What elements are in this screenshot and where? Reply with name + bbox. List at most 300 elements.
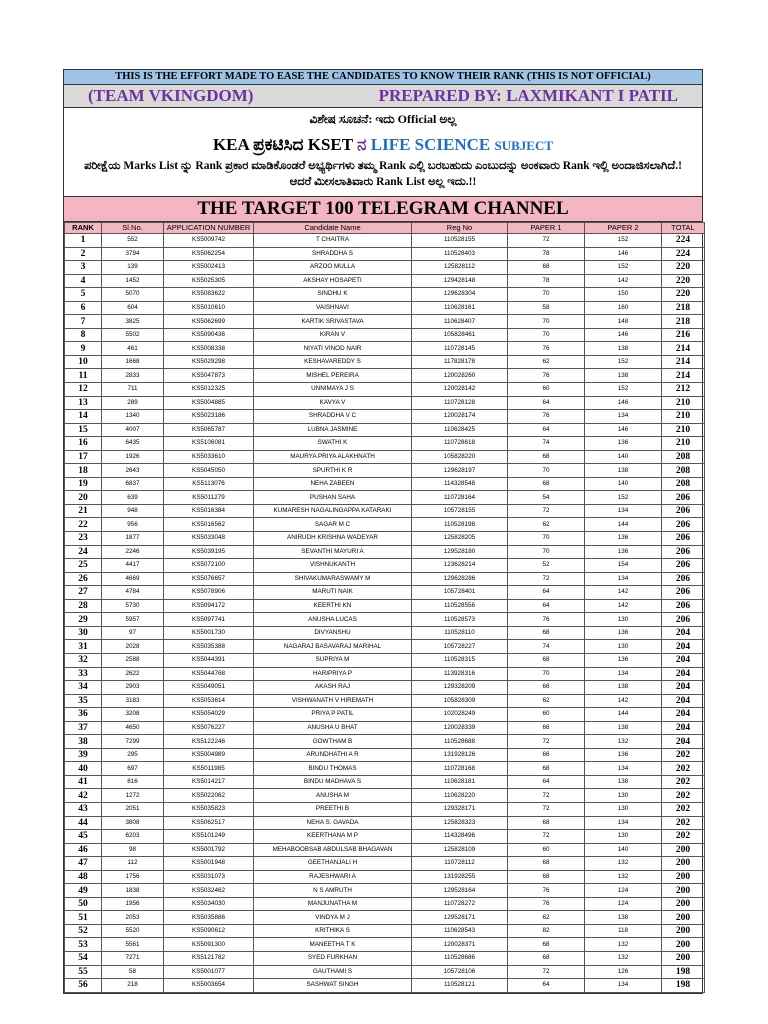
total-cell: 198 [662, 965, 705, 979]
paper-1-cell: 64 [508, 396, 585, 410]
candidate-name-cell: AKASH RAJ [254, 681, 412, 695]
rank-cell: 11 [65, 369, 102, 383]
paper-1-cell: 70 [508, 288, 585, 302]
table-row [65, 315, 705, 329]
rank-cell: 31 [65, 640, 102, 654]
rank-cell: 29 [65, 613, 102, 627]
rank-cell: 51 [65, 911, 102, 925]
paper-2-cell: 134 [585, 979, 662, 993]
paper-1-cell: 68 [508, 626, 585, 640]
slno-cell: 2053 [102, 911, 164, 925]
candidate-name-cell: MISHEL PEREIRA [254, 369, 412, 383]
candidate-name-cell: KARTIK SRIVASTAVA [254, 315, 412, 329]
reg-no-cell: 110528198 [412, 518, 508, 532]
application-number-cell: KS5076657 [164, 572, 254, 586]
reg-no-cell: 110728145 [412, 342, 508, 356]
reg-no-cell: 105828220 [412, 450, 508, 464]
paper-1-cell: 70 [508, 315, 585, 329]
paper-1-cell: 68 [508, 938, 585, 952]
paper-2-cell: 126 [585, 965, 662, 979]
application-number-cell: KS5065787 [164, 423, 254, 437]
candidate-name-cell: SEVANTHI MAYURI A [254, 545, 412, 559]
paper-2-cell: 132 [585, 735, 662, 749]
candidate-name-cell: ANIRUDH KRISHNA WADEYAR [254, 532, 412, 546]
reg-no-cell: 120028371 [412, 938, 508, 952]
header-paper-2: PAPER 2 [585, 223, 662, 234]
paper-2-cell: 146 [585, 247, 662, 261]
total-cell: 202 [662, 748, 705, 762]
notice-kset: KEA ಪ್ರಕಟಿಸಿದ KSET [212, 135, 358, 154]
table-row [65, 491, 705, 505]
table-row [65, 423, 705, 437]
slno-cell: 816 [102, 775, 164, 789]
reg-no-cell: 110528688 [412, 735, 508, 749]
paper-1-cell: 62 [508, 355, 585, 369]
rank-cell: 47 [65, 857, 102, 871]
paper-1-cell: 68 [508, 653, 585, 667]
table-row [65, 613, 705, 627]
reg-no-cell: 129528180 [412, 545, 508, 559]
table-row [65, 301, 705, 315]
paper-2-cell: 130 [585, 802, 662, 816]
table-row [65, 735, 705, 749]
total-cell: 200 [662, 951, 705, 965]
paper-2-cell: 130 [585, 613, 662, 627]
table-row [65, 979, 705, 993]
table-row [65, 586, 705, 600]
candidate-name-cell: SAGAR M C [254, 518, 412, 532]
paper-1-cell: 76 [508, 613, 585, 627]
table-row [65, 396, 705, 410]
candidate-name-cell: VISHNUKANTH [254, 559, 412, 573]
rank-cell: 18 [65, 464, 102, 478]
rank-cell: 15 [65, 423, 102, 437]
paper-1-cell: 76 [508, 369, 585, 383]
candidate-name-cell: KUMARESH NAGALINGAPPA KATARAKI [254, 504, 412, 518]
paper-1-cell: 64 [508, 775, 585, 789]
paper-2-cell: 134 [585, 816, 662, 830]
reg-no-cell: 110528573 [412, 613, 508, 627]
paper-1-cell: 64 [508, 979, 585, 993]
reg-no-cell: 105728155 [412, 504, 508, 518]
slno-cell: 3794 [102, 247, 164, 261]
notice-na: ನ [357, 135, 371, 154]
reg-no-cell: 105828309 [412, 694, 508, 708]
total-cell: 200 [662, 843, 705, 857]
total-cell: 204 [662, 626, 705, 640]
notice-subject-word: SUBJECT [494, 138, 554, 153]
paper-1-cell: 68 [508, 762, 585, 776]
paper-2-cell: 132 [585, 857, 662, 871]
total-cell: 206 [662, 613, 705, 627]
table-row [65, 437, 705, 451]
total-cell: 204 [662, 694, 705, 708]
candidate-name-cell: NAGARAJ BASAVARAJ MARIHAL [254, 640, 412, 654]
reg-no-cell: 120028339 [412, 721, 508, 735]
paper-1-cell: 70 [508, 328, 585, 342]
rank-cell: 14 [65, 410, 102, 424]
table-row [65, 559, 705, 573]
application-number-cell: KS5049051 [164, 681, 254, 695]
total-cell: 210 [662, 396, 705, 410]
application-number-cell: KS5001077 [164, 965, 254, 979]
slno-cell: 5070 [102, 288, 164, 302]
table-row [65, 261, 705, 275]
notice-line-1: ವಿಶೇಷ ಸೂಚನೆ: ಇದು Official ಅಲ್ಲ [309, 112, 457, 126]
candidate-name-cell: SHRADDHA S [254, 247, 412, 261]
paper-2-cell: 146 [585, 423, 662, 437]
table-row [65, 274, 705, 288]
candidate-name-cell: VINDYA M J [254, 911, 412, 925]
total-cell: 200 [662, 897, 705, 911]
paper-2-cell: 142 [585, 586, 662, 600]
paper-1-cell: 62 [508, 694, 585, 708]
application-number-cell: KS5014217 [164, 775, 254, 789]
paper-1-cell: 72 [508, 504, 585, 518]
rank-cell: 42 [65, 789, 102, 803]
application-number-cell: KS5076227 [164, 721, 254, 735]
candidate-name-cell: ARZOO MULLA [254, 261, 412, 275]
slno-cell: 1340 [102, 410, 164, 424]
reg-no-cell: 123628214 [412, 559, 508, 573]
application-number-cell: KS5039195 [164, 545, 254, 559]
paper-2-cell: 118 [585, 924, 662, 938]
paper-1-cell: 78 [508, 247, 585, 261]
table-row [65, 410, 705, 424]
paper-1-cell: 74 [508, 437, 585, 451]
paper-1-cell: 72 [508, 802, 585, 816]
total-cell: 202 [662, 816, 705, 830]
reg-no-cell: 110728128 [412, 396, 508, 410]
slno-cell: 1756 [102, 870, 164, 884]
table-row [65, 450, 705, 464]
slno-cell: 218 [102, 979, 164, 993]
paper-2-cell: 138 [585, 775, 662, 789]
application-number-cell: KS5003654 [164, 979, 254, 993]
paper-1-cell: 72 [508, 965, 585, 979]
application-number-cell: KS5011279 [164, 491, 254, 505]
reg-no-cell: 125828205 [412, 532, 508, 546]
table-row [65, 328, 705, 342]
table-row [65, 748, 705, 762]
candidate-name-cell: VISHWANATH V HIREMATH [254, 694, 412, 708]
slno-cell: 948 [102, 504, 164, 518]
total-cell: 210 [662, 437, 705, 451]
paper-2-cell: 142 [585, 599, 662, 613]
application-number-cell: KS5001730 [164, 626, 254, 640]
table-row [65, 897, 705, 911]
total-cell: 208 [662, 464, 705, 478]
slno-cell: 461 [102, 342, 164, 356]
reg-no-cell: 105728106 [412, 965, 508, 979]
table-row [65, 816, 705, 830]
candidate-name-cell: N S AMRUTH [254, 884, 412, 898]
paper-1-cell: 74 [508, 640, 585, 654]
paper-1-cell: 82 [508, 924, 585, 938]
table-row [65, 884, 705, 898]
table-row [65, 477, 705, 491]
table-row [65, 830, 705, 844]
paper-1-cell: 58 [508, 301, 585, 315]
paper-1-cell: 62 [508, 911, 585, 925]
table-row [65, 911, 705, 925]
notice-line-4: ಆದರೆ ಮೀಸಲಾತಿವಾರು Rank List ಅಲ್ಲ ಇದು.!! [289, 176, 477, 188]
header-candidate-name: Candidate Name [254, 223, 412, 234]
table-row [65, 383, 705, 397]
application-number-cell: KS5113076 [164, 477, 254, 491]
table-row [65, 464, 705, 478]
candidate-name-cell: RAJESHWARI A [254, 870, 412, 884]
reg-no-cell: 131928255 [412, 870, 508, 884]
total-cell: 204 [662, 667, 705, 681]
reg-no-cell: 125828112 [412, 261, 508, 275]
candidate-name-cell: KEERTHI KN [254, 599, 412, 613]
application-number-cell: KS5122246 [164, 735, 254, 749]
table-row [65, 532, 705, 546]
rank-cell: 48 [65, 870, 102, 884]
application-number-cell: KS5097741 [164, 613, 254, 627]
candidate-name-cell: SYED FURKHAN [254, 951, 412, 965]
header-rank: RANK [65, 223, 102, 234]
paper-2-cell: 134 [585, 504, 662, 518]
slno-cell: 3825 [102, 315, 164, 329]
slno-cell: 5957 [102, 613, 164, 627]
rank-cell: 12 [65, 383, 102, 397]
application-number-cell: KS5016562 [164, 518, 254, 532]
paper-1-cell: 76 [508, 342, 585, 356]
candidate-name-cell: GOWTHAM B [254, 735, 412, 749]
rank-cell: 30 [65, 626, 102, 640]
rank-cell: 13 [65, 396, 102, 410]
candidate-name-cell: UNNIMAYA J S [254, 383, 412, 397]
paper-2-cell: 136 [585, 748, 662, 762]
reg-no-cell: 120028174 [412, 410, 508, 424]
paper-1-cell: 68 [508, 870, 585, 884]
table-row [65, 924, 705, 938]
reg-no-cell: 110528686 [412, 951, 508, 965]
paper-2-cell: 138 [585, 369, 662, 383]
slno-cell: 5502 [102, 328, 164, 342]
table-row [65, 626, 705, 640]
application-number-cell: KS5004885 [164, 396, 254, 410]
rank-cell: 43 [65, 802, 102, 816]
paper-1-cell: 52 [508, 559, 585, 573]
candidate-name-cell: KESHAVAREDDY S [254, 355, 412, 369]
application-number-cell: KS5121782 [164, 951, 254, 965]
reg-no-cell: 110728168 [412, 762, 508, 776]
paper-2-cell: 140 [585, 450, 662, 464]
total-cell: 204 [662, 708, 705, 722]
candidate-name-cell: SUPRIYA M [254, 653, 412, 667]
slno-cell: 1838 [102, 884, 164, 898]
slno-cell: 2903 [102, 681, 164, 695]
candidate-name-cell: BINDU THOMAS [254, 762, 412, 776]
paper-2-cell: 130 [585, 640, 662, 654]
paper-1-cell: 60 [508, 383, 585, 397]
header-application-number: APPLICATION NUMBER [164, 223, 254, 234]
paper-2-cell: 140 [585, 843, 662, 857]
slno-cell: 7299 [102, 735, 164, 749]
candidate-name-cell: SINDHU K [254, 288, 412, 302]
table-row [65, 545, 705, 559]
total-cell: 206 [662, 491, 705, 505]
application-number-cell: KS5062254 [164, 247, 254, 261]
candidate-name-cell: NEHA S. GAVADA [254, 816, 412, 830]
reg-no-cell: 129628304 [412, 288, 508, 302]
total-cell: 198 [662, 979, 705, 993]
paper-2-cell: 152 [585, 491, 662, 505]
application-number-cell: KS5044391 [164, 653, 254, 667]
paper-2-cell: 130 [585, 789, 662, 803]
application-number-cell: KS5062517 [164, 816, 254, 830]
total-cell: 216 [662, 328, 705, 342]
table-row [65, 789, 705, 803]
total-cell: 202 [662, 789, 705, 803]
candidate-name-cell: DIVYANSHU [254, 626, 412, 640]
table-row [65, 802, 705, 816]
candidate-name-cell: GEETHANJALI H [254, 857, 412, 871]
channel-title: THE TARGET 100 TELEGRAM CHANNEL [64, 197, 702, 222]
total-cell: 214 [662, 355, 705, 369]
rank-cell: 21 [65, 504, 102, 518]
slno-cell: 1926 [102, 450, 164, 464]
reg-no-cell: 102028249 [412, 708, 508, 722]
rank-cell: 36 [65, 708, 102, 722]
rank-cell: 10 [65, 355, 102, 369]
table-header-row [65, 223, 705, 234]
slno-cell: 58 [102, 965, 164, 979]
candidate-name-cell: ANUSHA LUCAS [254, 613, 412, 627]
slno-cell: 2643 [102, 464, 164, 478]
application-number-cell: KS5054029 [164, 708, 254, 722]
reg-no-cell: 110528315 [412, 653, 508, 667]
slno-cell: 2833 [102, 369, 164, 383]
application-number-cell: KS5029298 [164, 355, 254, 369]
paper-1-cell: 64 [508, 586, 585, 600]
paper-1-cell: 72 [508, 234, 585, 248]
reg-no-cell: 129328209 [412, 681, 508, 695]
rank-cell: 16 [65, 437, 102, 451]
application-number-cell: KS5083622 [164, 288, 254, 302]
rank-cell: 25 [65, 559, 102, 573]
slno-cell: 5730 [102, 599, 164, 613]
rank-cell: 50 [65, 897, 102, 911]
application-number-cell: KS5072100 [164, 559, 254, 573]
application-number-cell: KS5035886 [164, 911, 254, 925]
reg-no-cell: 120028260 [412, 369, 508, 383]
total-cell: 206 [662, 518, 705, 532]
application-number-cell: KS5011985 [164, 762, 254, 776]
rank-cell: 45 [65, 830, 102, 844]
total-cell: 206 [662, 545, 705, 559]
application-number-cell: KS5106081 [164, 437, 254, 451]
slno-cell: 6203 [102, 830, 164, 844]
total-cell: 220 [662, 288, 705, 302]
table-row [65, 951, 705, 965]
reg-no-cell: 110528556 [412, 599, 508, 613]
reg-no-cell: 113928316 [412, 667, 508, 681]
application-number-cell: KS5094172 [164, 599, 254, 613]
application-number-cell: KS5004989 [164, 748, 254, 762]
rank-cell: 39 [65, 748, 102, 762]
application-number-cell: KS5010610 [164, 301, 254, 315]
table-row [65, 369, 705, 383]
paper-2-cell: 154 [585, 559, 662, 573]
paper-2-cell: 138 [585, 342, 662, 356]
application-number-cell: KS5033610 [164, 450, 254, 464]
notice-line-2 [64, 135, 702, 155]
application-number-cell: KS5032462 [164, 884, 254, 898]
paper-1-cell: 70 [508, 532, 585, 546]
candidate-name-cell: SPURTHI K R [254, 464, 412, 478]
paper-2-cell: 150 [585, 288, 662, 302]
total-cell: 224 [662, 247, 705, 261]
paper-2-cell: 152 [585, 383, 662, 397]
table-row [65, 572, 705, 586]
paper-1-cell: 78 [508, 274, 585, 288]
rank-cell: 34 [65, 681, 102, 695]
table-row [65, 843, 705, 857]
candidate-name-cell: ANUSHA M [254, 789, 412, 803]
reg-no-cell: 110728112 [412, 857, 508, 871]
rank-cell: 7 [65, 315, 102, 329]
candidate-name-cell: ANUSHA U BHAT [254, 721, 412, 735]
rank-cell: 28 [65, 599, 102, 613]
candidate-name-cell: PUSHAN SAHA [254, 491, 412, 505]
slno-cell: 2588 [102, 653, 164, 667]
paper-1-cell: 72 [508, 735, 585, 749]
slno-cell: 4784 [102, 586, 164, 600]
table-row [65, 653, 705, 667]
reg-no-cell: 110728618 [412, 437, 508, 451]
rank-cell: 32 [65, 653, 102, 667]
application-number-cell: KS5022062 [164, 789, 254, 803]
application-number-cell: KS5045050 [164, 464, 254, 478]
paper-1-cell: 64 [508, 423, 585, 437]
table-row [65, 518, 705, 532]
table-row [65, 857, 705, 871]
rank-cell: 26 [65, 572, 102, 586]
rank-cell: 41 [65, 775, 102, 789]
total-cell: 214 [662, 369, 705, 383]
application-number-cell: KS5035823 [164, 802, 254, 816]
table-row [65, 247, 705, 261]
paper-1-cell: 68 [508, 450, 585, 464]
rank-cell: 3 [65, 261, 102, 275]
paper-2-cell: 134 [585, 762, 662, 776]
slno-cell: 4669 [102, 572, 164, 586]
candidate-name-cell: LUBNA JASMINE [254, 423, 412, 437]
reg-no-cell: 110628181 [412, 775, 508, 789]
candidate-name-cell: MARUTI NAIK [254, 586, 412, 600]
total-cell: 220 [662, 261, 705, 275]
total-cell: 212 [662, 383, 705, 397]
reg-no-cell: 129628286 [412, 572, 508, 586]
reg-no-cell: 110628407 [412, 315, 508, 329]
rank-cell: 38 [65, 735, 102, 749]
application-number-cell: KS5090612 [164, 924, 254, 938]
candidate-name-cell: PRIYA P PATIL [254, 708, 412, 722]
paper-2-cell: 152 [585, 261, 662, 275]
total-cell: 218 [662, 315, 705, 329]
application-number-cell: KS5033048 [164, 532, 254, 546]
paper-2-cell: 138 [585, 464, 662, 478]
rank-cell: 40 [65, 762, 102, 776]
notice-line-3: ಪರೀಕ್ಷೆಯ Marks List ನ್ನು Rank ಪ್ರಕಾರ ಮಾಡಿಕೊಂಡರೆ ಅಭ್ಯರ್ಥಿಗಳು ತಮ್ಮ Rank ಎಲ್ಲಿ ಬರಬಹುದು ಎಂಬುದನ್ನು ಅಂಕವಾರು Rank ಇಲ್ಲಿ ಅಂದಾಜಿಸಲಾಗಿದೆ.! [84, 160, 682, 172]
reg-no-cell: 110528403 [412, 247, 508, 261]
table-row [65, 640, 705, 654]
paper-1-cell: 62 [508, 518, 585, 532]
